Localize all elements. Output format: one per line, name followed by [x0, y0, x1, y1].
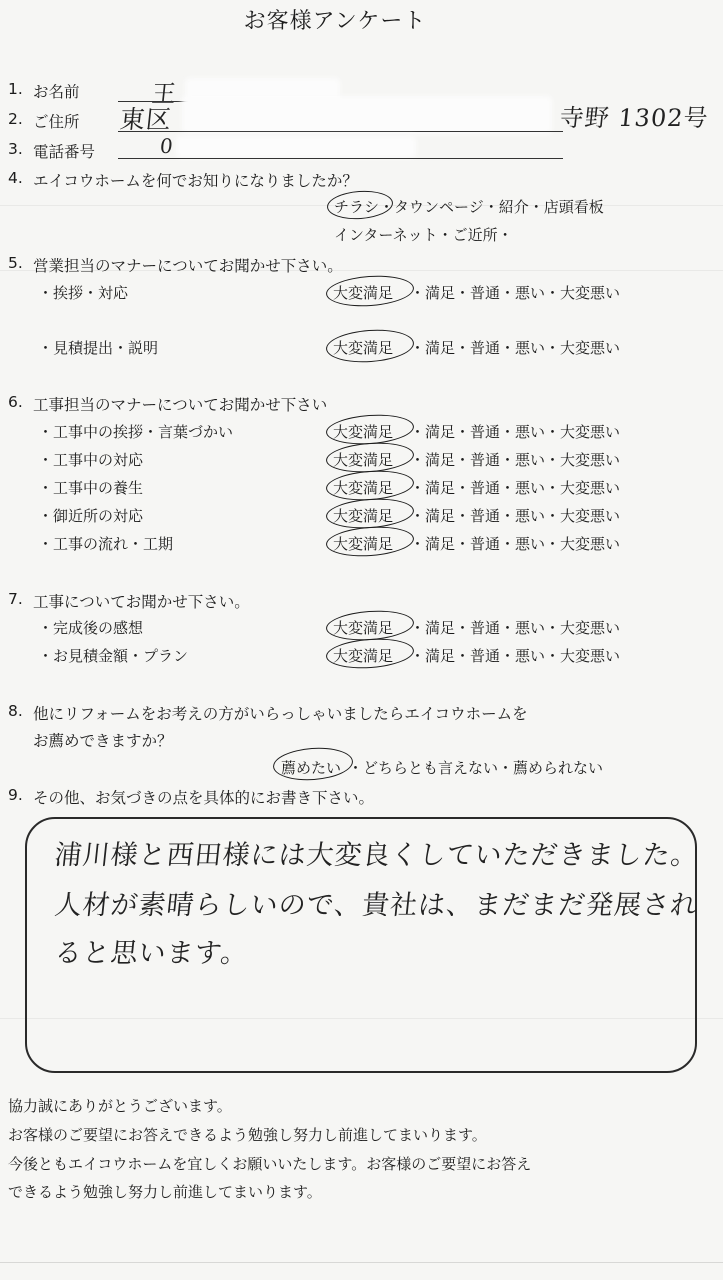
footer-line: 今後ともエイコウホームを宜しくお願いいたします。お客様のご要望にお答え — [8, 1155, 532, 1173]
rating-options: ・満足・普通・悪い・大変悪い — [410, 479, 621, 497]
address-line — [118, 131, 563, 132]
q8-number: 8. — [8, 702, 23, 720]
q8-question-line1: 他にリフォームをお考えの方がいらっしゃいましたらエイコウホームを — [33, 705, 528, 723]
redaction-address — [182, 96, 552, 134]
phone-value: 0 — [158, 134, 175, 158]
q4-question: エイコウホームを何でお知りになりましたか？ — [33, 172, 358, 190]
q8-selected: 薦めたい — [281, 759, 342, 777]
q5-item-label: ・見積提出・説明 — [38, 339, 159, 357]
q7-item-selected: 大変満足 — [333, 619, 394, 637]
q3-label: 電話番号 — [33, 143, 96, 161]
q8-options: ・どちらとも言えない・薦められない — [348, 759, 604, 777]
q4-options-line1: チラシ・タウンページ・紹介・店頭看板 — [334, 198, 604, 216]
redaction-phone — [176, 136, 416, 158]
q6-item-label: ・工事の流れ・工期 — [38, 535, 174, 553]
footer-thanks: 協力誠にありがとうございます。 — [8, 1097, 232, 1115]
footer-line: お客様のご要望にお答えできるよう勉強し努力し前進してまいります。 — [8, 1126, 487, 1144]
q4-number: 4. — [8, 169, 23, 187]
q7-item-label: ・完成後の感想 — [38, 619, 144, 637]
rating-options: ・満足・普通・悪い・大変悪い — [410, 451, 621, 469]
q6-number: 6. — [8, 393, 23, 411]
q5-item-label: ・挨拶・対応 — [38, 284, 129, 302]
q5-number: 5. — [8, 254, 23, 272]
q7-item-selected: 大変満足 — [333, 647, 394, 665]
q6-question: 工事担当のマナーについてお聞かせ下さい — [33, 396, 328, 414]
q9-number: 9. — [8, 786, 23, 804]
q6-item-label: ・工事中の挨拶・言葉づかい — [38, 423, 234, 441]
q8-question-line2: お薦めできますか？ — [33, 732, 173, 750]
comment-line: ると思います。 — [53, 938, 251, 969]
rating-options: ・満足・普通・悪い・大変悪い — [410, 339, 621, 357]
footer-line: できるよう勉強し努力し前進してまいります。 — [8, 1183, 322, 1201]
phone-line — [118, 158, 563, 159]
q7-question: 工事についてお聞かせ下さい。 — [33, 593, 250, 611]
q6-item-selected: 大変満足 — [333, 507, 394, 525]
q2-number: 2. — [8, 110, 23, 128]
q7-item-label: ・お見積金額・プラン — [38, 647, 189, 665]
q6-item-selected: 大変満足 — [333, 451, 394, 469]
address-start: 東区 — [118, 105, 174, 134]
q5-item-selected: 大変満足 — [333, 284, 394, 302]
q6-item-label: ・御近所の対応 — [38, 507, 144, 525]
q6-item-selected: 大変満足 — [333, 423, 394, 441]
name-value: 王 — [150, 80, 179, 108]
q6-item-selected: 大変満足 — [333, 479, 394, 497]
rating-options: ・満足・普通・悪い・大変悪い — [410, 535, 621, 553]
q5-question: 営業担当のマナーについてお聞かせ下さい。 — [33, 257, 343, 275]
q9-question: その他、お気づきの点を具体的にお書き下さい。 — [33, 789, 375, 807]
q5-item-selected: 大変満足 — [333, 339, 394, 357]
q1-label: お名前 — [33, 83, 80, 101]
rating-options: ・満足・普通・悪い・大変悪い — [410, 619, 621, 637]
rating-options: ・満足・普通・悪い・大変悪い — [410, 647, 621, 665]
q6-item-selected: 大変満足 — [333, 535, 394, 553]
q3-number: 3. — [8, 140, 23, 158]
q7-number: 7. — [8, 590, 23, 608]
rating-options: ・満足・普通・悪い・大変悪い — [410, 507, 621, 525]
q2-label: ご住所 — [33, 113, 80, 131]
address-end: 寺野 1302号 — [558, 104, 710, 132]
q6-item-label: ・工事中の養生 — [38, 479, 144, 497]
comment-line: 浦川様と西田様には大変良くしていただきました。 — [53, 840, 701, 871]
form-title: お客様アンケート — [243, 9, 427, 34]
q1-number: 1. — [8, 80, 23, 98]
rating-options: ・満足・普通・悪い・大変悪い — [410, 423, 621, 441]
comment-line: 人材が素晴らしいので、貴社は、まだまだ発展され — [53, 890, 700, 921]
rating-options: ・満足・普通・悪い・大変悪い — [410, 284, 621, 302]
q4-options-line2: インターネット・ご近所・ — [334, 226, 513, 244]
q6-item-label: ・工事中の対応 — [38, 451, 144, 469]
